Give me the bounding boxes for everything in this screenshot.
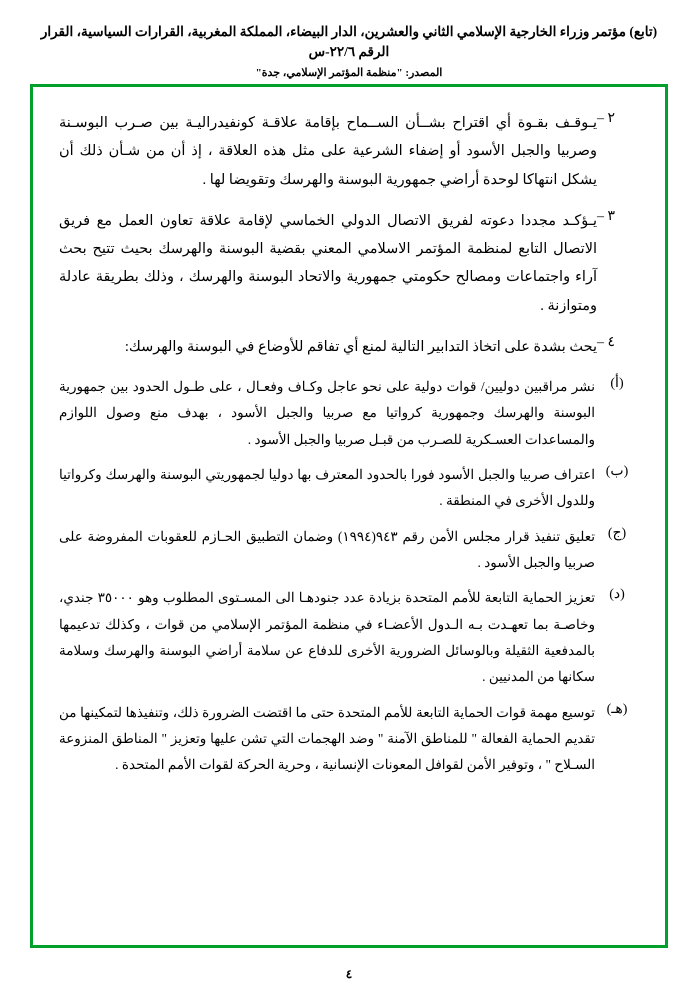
sub-clause-label: (ب) [605,464,629,480]
content-frame [30,84,668,948]
sub-clause-label: (أ) [610,376,624,392]
header-source-line: المصدر: "منظمة المؤتمر الإسلامي، جدة" [255,66,443,79]
clause-number: ٣ – [597,208,616,224]
list-item [59,585,639,690]
sub-clause-text: تعليق تنفيذ قرار مجلس الأمن رقم ٩٤٣(١٩٩٤) وضمان التطبيق الحـازم للعقوبات المفروضة على صربيا والجبل الأسود . [59,528,595,570]
clause-text: يـؤكـد مجددا دعوته لفريق الاتصال الدولي الخماسي لإقامة علاقة تعاون العمل مع فريق الاتصال التابع لمنظمة المؤتمر الاسلامي المعني بقضية البوسنة والهرسك بحيث تتيح بحث آراء واجتماعات ومصالح حكومتي جمهورية والاتحاد البوسنة والهرسك ، وذلك بطريقة عادلة ومتوازنة . [59,212,597,314]
clause-number: ٤ – [597,334,616,350]
sub-clause-list [59,374,639,778]
sub-clause-text: اعتراف صربيا والجبل الأسود فورا بالحدود المعترف بها دوليا لجمهوريتي البوسنة والهرسك وكرواتيا وللدول الأخرى في المنطقة . [59,467,595,509]
clause-item [59,333,639,361]
list-item [59,700,639,779]
clause-text: يـوقـف بقـوة أي اقتراح بشــأن الســماح بإقامة علاقـة كونفيدراليـة بين صـرب البوسـنة وصربيا والجبل الأسود أو إضفاء الشرعية على مثل هذه العلاقة ، إذ أن من شـأن ذلك أن يشكل انتهاكا لوحدة أراضي جمهورية البوسنة والهرسك وتقويضا لها . [59,115,597,188]
sub-clause-text: نشر مراقبين دوليين/ قوات دولية على نحو عاجل وكـاف وفعـال ، على طـول الحدود بين جمهورية البوسنة والهرسك وجمهورية كرواتيا مع صربيا والجبل الأسود ، بهدف منع وصول اللوازم والمساعدات العسـكرية للصـرب من قبـل صربيا والجبل الأسود . [59,379,595,447]
document-header [0,0,698,82]
sub-clause-text: تعزيز الحماية التابعة للأمم المتحدة بزيادة عدد جنودهـا الى المسـتوى المطلوب وهو ٣٥٠٠٠ جندي، وخاصـة بما تعهـدت بـه الـدول الأعضـاء في منظمة المؤتمر الإسلامي من قوات ، وكذلك تدعيمها بالمدفعية الثقيلة وبالوسائل الضرورية الأخرى للدفاع عن سلامة أراضي البوسنة والهرسك وسلامة سكانها من المدنيين . [59,590,595,685]
list-item [59,524,639,577]
sub-clause-label: (د) [609,587,625,603]
clause-text: يحث بشدة على اتخاذ التدابير التالية لمنع أي تفاقم للأوضاع في البوسنة والهرسك: [124,338,597,355]
sub-clause-text: توسيع مهمة قوات الحماية التابعة للأمم المتحدة حتى ما اقتضت الضرورة ذلك، وتنفيذها لتمكينها من تقديم الحماية الفعالة " للمناطق الآمنة " وضد الهجمات التي تشن عليها وتعزيز " المناطق المنزوعة السـلاح " ، وتوفير الأمن لقوافل المعونات الإنسانية ، وحرية الحركة لقوات الأمم المتحدة . [59,704,595,773]
list-item [59,462,639,515]
list-item [59,374,639,453]
header-title-line: (تابع) مؤتمر وزراء الخارجية الإسلامي الثاني والعشرين، الدار البيضاء، المملكة المغربية، القرارات السياسية، القرار الرقم ٢٢/٦-س [40,24,658,60]
clause-item [59,109,639,194]
clause-number: ٢ – [597,111,616,126]
clause-item [59,207,639,320]
content-body [33,87,665,945]
page-number: ٤ [345,967,353,981]
sub-clause-label: (ج) [607,525,627,541]
sub-clause-label: (هـ) [606,701,628,717]
